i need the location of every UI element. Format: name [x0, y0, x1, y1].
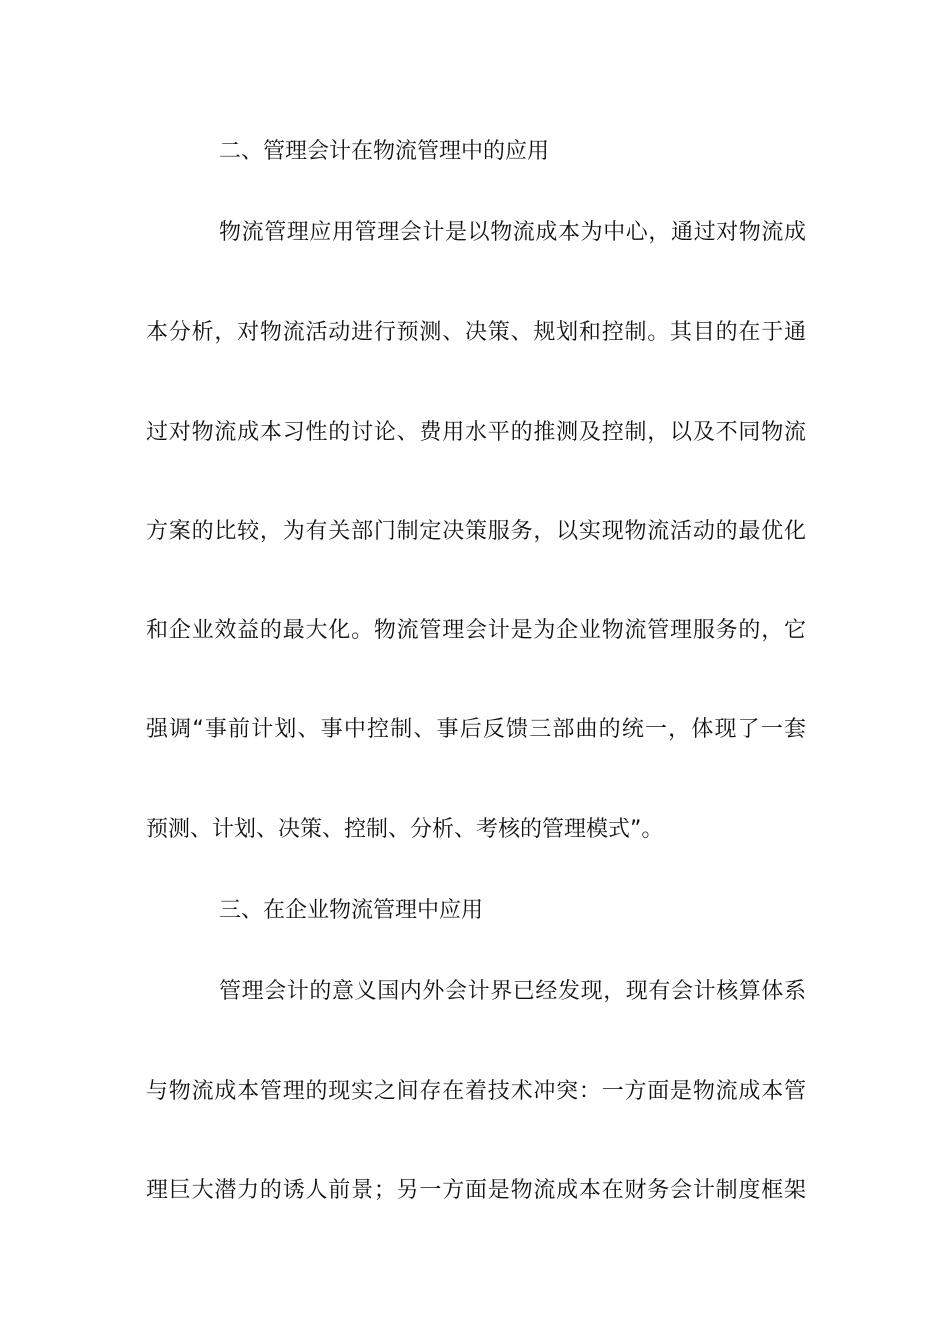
paragraph-line: 过对物流成本习性的讨论、费用水平的推测及控制，以及不同物流	[146, 420, 806, 445]
section-heading-3: 三、在企业物流管理中应用	[219, 898, 484, 923]
paragraph-line: 理巨大潜力的诱人前景；另一方面是物流成本在财务会计制度框架	[146, 1178, 806, 1203]
paragraph-line: 本分析，对物流活动进行预测、决策、规划和控制。其目的在于通	[146, 320, 806, 345]
paragraph-line: 与物流成本管理的现实之间存在着技术冲突：一方面是物流成本管	[146, 1079, 806, 1104]
paragraph-line: 物流管理应用管理会计是以物流成本为中心，通过对物流成	[219, 220, 806, 245]
section-heading-2: 二、管理会计在物流管理中的应用	[219, 139, 550, 164]
paragraph-line: 强调“事前计划、事中控制、事后反馈三部曲的统一，体现了一套	[146, 717, 806, 742]
paragraph-line-last: 预测、计划、决策、控制、分析、考核的管理模式”。	[146, 817, 664, 842]
paragraph-line: 方案的比较，为有关部门制定决策服务，以实现物流活动的最优化	[146, 519, 806, 544]
paragraph-line: 和企业效益的最大化。物流管理会计是为企业物流管理服务的，它	[146, 618, 806, 643]
paragraph-line: 管理会计的意义国内外会计界已经发现，现有会计核算体系	[219, 979, 806, 1004]
